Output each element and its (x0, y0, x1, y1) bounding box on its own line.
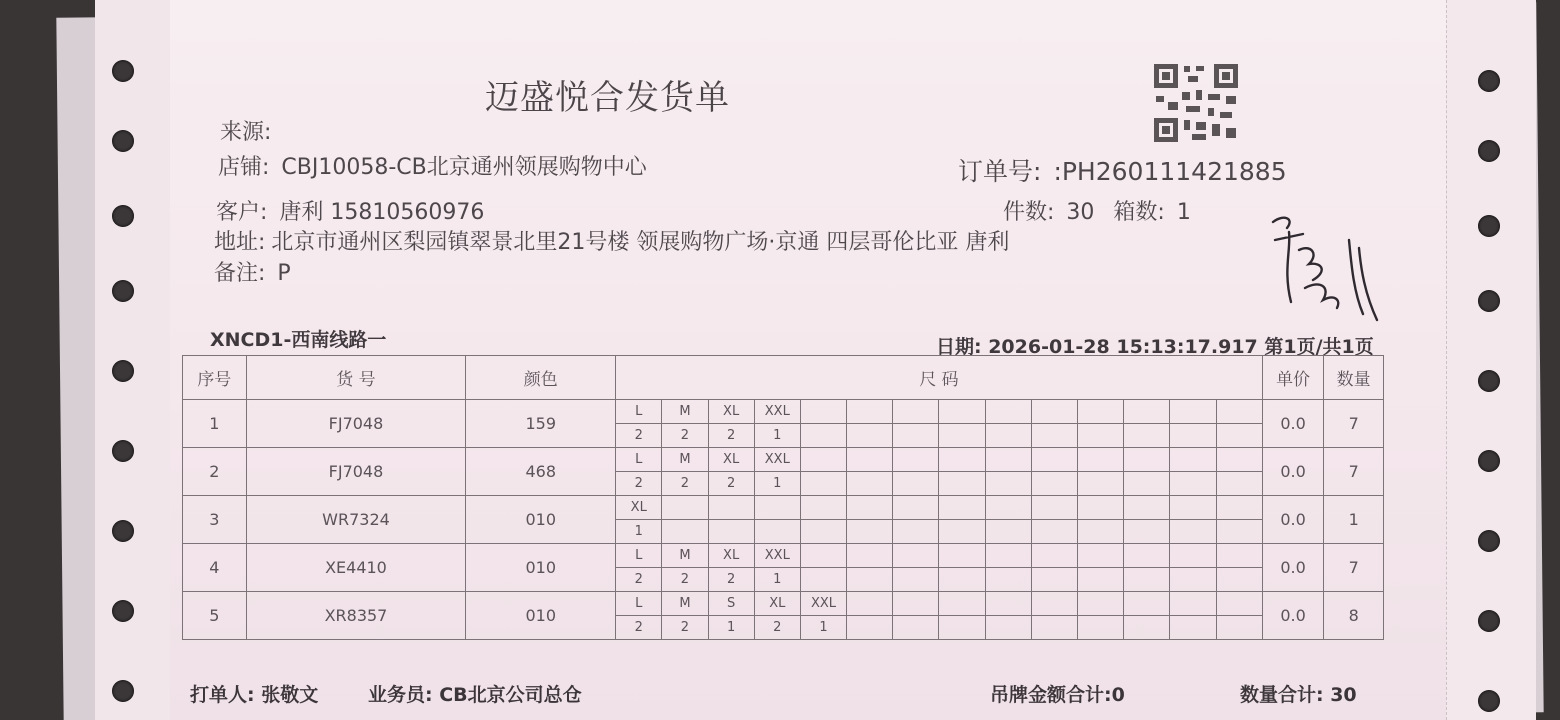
col-price: 单价 (1262, 356, 1324, 400)
feed-hole (1478, 610, 1500, 632)
size-count-cell: 2 (708, 568, 754, 592)
size-count-cell (1078, 616, 1124, 640)
size-label-cell: S (708, 592, 754, 616)
size-count-cell (1124, 424, 1170, 448)
qr-code (1152, 62, 1242, 144)
size-count-cell (1078, 472, 1124, 496)
size-label-cell (985, 400, 1031, 424)
size-count-cell (1170, 616, 1216, 640)
col-size: 尺 码 (616, 356, 1263, 400)
size-count-cell (1031, 616, 1077, 640)
size-label-cell: L (616, 544, 662, 568)
size-label-cell (1216, 448, 1262, 472)
size-count-cell: 1 (754, 568, 800, 592)
size-label-cell: M (662, 544, 708, 568)
row-color: 468 (466, 448, 616, 496)
feed-hole (112, 520, 134, 542)
size-label-cell (847, 544, 893, 568)
size-label-cell (985, 496, 1031, 520)
size-count-cell (1031, 472, 1077, 496)
size-count-cell (985, 568, 1031, 592)
size-count-cell (985, 424, 1031, 448)
size-label-cell (1170, 400, 1216, 424)
size-label-cell (1031, 448, 1077, 472)
row-price: 0.0 (1262, 496, 1324, 544)
size-count-cell (847, 520, 893, 544)
row-color: 010 (466, 496, 616, 544)
left-tractor-strip (95, 0, 175, 720)
tag-amount-total: 吊牌金额合计:0 (990, 684, 1125, 706)
size-count-cell (1078, 520, 1124, 544)
feed-hole (1478, 370, 1500, 392)
size-label-cell (985, 544, 1031, 568)
pieces-value: 30 (1066, 200, 1095, 225)
handwritten-signature (1265, 210, 1385, 325)
size-label-cell: XL (616, 496, 662, 520)
size-label-cell (1078, 544, 1124, 568)
size-count-cell: 2 (616, 424, 662, 448)
size-count-cell (1124, 520, 1170, 544)
size-label-cell (708, 496, 754, 520)
size-label-cell (847, 496, 893, 520)
size-count-cell (893, 616, 939, 640)
size-count-cell (800, 520, 846, 544)
size-count-cell (847, 424, 893, 448)
size-label-cell (1078, 400, 1124, 424)
feed-hole (112, 280, 134, 302)
store-label: 店铺: (218, 155, 270, 180)
row-qty: 7 (1324, 400, 1384, 448)
table-row (183, 448, 1384, 472)
size-count-cell: 1 (754, 424, 800, 448)
size-label-cell: L (616, 400, 662, 424)
feed-hole (1478, 70, 1500, 92)
size-count-cell (1031, 424, 1077, 448)
size-count-cell (939, 616, 985, 640)
size-count-cell (1124, 616, 1170, 640)
feed-hole (112, 440, 134, 462)
col-color: 颜色 (466, 356, 616, 400)
size-label-cell: XL (708, 400, 754, 424)
size-count-cell: 2 (662, 616, 708, 640)
address-value: 北京市通州区梨园镇翠景北里21号楼 领展购物广场·京通 四层哥伦比亚 唐利 (271, 230, 1010, 255)
row-sku: XE4410 (246, 544, 466, 592)
size-label-cell: XL (754, 592, 800, 616)
size-label-cell (1031, 592, 1077, 616)
size-label-cell (1124, 448, 1170, 472)
box-value: 1 (1176, 200, 1191, 225)
feed-hole (112, 360, 134, 382)
size-count-cell (939, 520, 985, 544)
size-label-cell (800, 400, 846, 424)
size-label-cell (985, 592, 1031, 616)
size-count-cell: 2 (662, 568, 708, 592)
size-label-cell (1216, 544, 1262, 568)
size-label-cell: L (616, 448, 662, 472)
date-page-line: 日期: 2026-01-28 15:13:17.917 第1页/共1页 (936, 336, 1374, 358)
col-qty: 数量 (1324, 356, 1384, 400)
size-count-cell (847, 472, 893, 496)
size-count-cell (893, 472, 939, 496)
row-sku: FJ7048 (246, 448, 466, 496)
size-label-cell (1078, 496, 1124, 520)
items-table (182, 355, 1384, 640)
size-count-cell (1216, 616, 1262, 640)
size-count-cell (1170, 520, 1216, 544)
row-qty: 1 (1324, 496, 1384, 544)
size-label-cell (1124, 400, 1170, 424)
size-label-cell (893, 592, 939, 616)
row-seq: 5 (183, 592, 247, 640)
size-label-cell: XL (708, 448, 754, 472)
order-value: :PH260111421885 (1053, 157, 1287, 186)
route-label: XNCD1-西南线路一 (210, 329, 387, 351)
feed-hole (1478, 690, 1500, 712)
size-count-cell (893, 568, 939, 592)
row-seq: 2 (183, 448, 247, 496)
size-count-cell: 2 (662, 472, 708, 496)
feed-hole (1478, 215, 1500, 237)
order-label: 订单号: (958, 157, 1042, 186)
size-count-cell (1124, 472, 1170, 496)
size-count-cell (1170, 424, 1216, 448)
size-count-cell (893, 520, 939, 544)
size-count-cell (662, 520, 708, 544)
size-label-cell (1031, 544, 1077, 568)
row-price: 0.0 (1262, 544, 1324, 592)
size-label-cell: XXL (754, 400, 800, 424)
size-label-cell (1216, 592, 1262, 616)
size-count-cell (939, 472, 985, 496)
size-label-cell (893, 448, 939, 472)
size-count-cell (985, 472, 1031, 496)
size-count-cell: 1 (616, 520, 662, 544)
size-count-cell (1170, 568, 1216, 592)
size-label-cell: XXL (800, 592, 846, 616)
row-color: 159 (466, 400, 616, 448)
size-label-cell (1170, 544, 1216, 568)
row-qty: 7 (1324, 544, 1384, 592)
customer-row (216, 195, 484, 226)
row-qty: 7 (1324, 448, 1384, 496)
size-count-cell: 2 (708, 424, 754, 448)
size-label-cell (662, 496, 708, 520)
size-label-cell (847, 592, 893, 616)
size-count-cell: 1 (754, 472, 800, 496)
size-label-cell: XXL (754, 448, 800, 472)
customer-value: 唐利 15810560976 (279, 200, 485, 225)
salesman-label: 业务员: CB北京公司总仓 (368, 684, 582, 706)
remark-label: 备注: (214, 261, 266, 286)
feed-hole (112, 600, 134, 622)
store-value: CBJ10058-CB北京通州领展购物中心 (281, 155, 647, 180)
row-price: 0.0 (1262, 448, 1324, 496)
col-sku: 货 号 (246, 356, 466, 400)
size-label-cell (939, 544, 985, 568)
size-count-cell (1216, 472, 1262, 496)
size-count-cell: 2 (754, 616, 800, 640)
size-count-cell: 2 (616, 568, 662, 592)
pieces-label: 件数: (1003, 200, 1055, 225)
size-label-cell (754, 496, 800, 520)
remark-row (214, 256, 291, 287)
feed-hole (112, 60, 134, 82)
size-label-cell (939, 496, 985, 520)
feed-hole (1478, 290, 1500, 312)
size-label-cell: M (662, 400, 708, 424)
size-label-cell (1216, 400, 1262, 424)
feed-hole (112, 130, 134, 152)
size-count-cell: 1 (800, 616, 846, 640)
size-label-cell (893, 496, 939, 520)
row-seq: 1 (183, 400, 247, 448)
size-label-cell (1031, 496, 1077, 520)
size-count-cell: 1 (708, 616, 754, 640)
size-label-cell: XL (708, 544, 754, 568)
feed-hole (1478, 530, 1500, 552)
row-price: 0.0 (1262, 592, 1324, 640)
row-sku: WR7324 (246, 496, 466, 544)
remark-value: P (277, 261, 291, 286)
size-count-cell (800, 424, 846, 448)
source-label: 来源: (220, 120, 272, 145)
size-label-cell: XXL (754, 544, 800, 568)
size-count-cell (1031, 520, 1077, 544)
row-seq: 3 (183, 496, 247, 544)
store-row (218, 150, 647, 181)
table-row (183, 496, 1384, 520)
size-label-cell (800, 448, 846, 472)
size-count-cell (985, 520, 1031, 544)
row-color: 010 (466, 544, 616, 592)
size-count-cell (939, 424, 985, 448)
size-label-cell (1170, 592, 1216, 616)
feed-hole (112, 680, 134, 702)
size-count-cell: 2 (616, 616, 662, 640)
size-label-cell (800, 544, 846, 568)
size-count-cell (1216, 520, 1262, 544)
row-qty: 8 (1324, 592, 1384, 640)
row-sku: XR8357 (246, 592, 466, 640)
size-label-cell (1078, 592, 1124, 616)
size-count-cell (708, 520, 754, 544)
size-count-cell (1078, 568, 1124, 592)
size-label-cell (893, 544, 939, 568)
size-label-cell (800, 496, 846, 520)
table-row (183, 592, 1384, 616)
size-label-cell: L (616, 592, 662, 616)
size-label-cell (939, 400, 985, 424)
quantity-total: 数量合计: 30 (1240, 684, 1357, 706)
size-label-cell: M (662, 592, 708, 616)
size-count-cell (847, 616, 893, 640)
size-count-cell: 2 (708, 472, 754, 496)
size-count-cell (893, 424, 939, 448)
size-count-cell (1031, 568, 1077, 592)
pieces-row (1003, 195, 1191, 226)
customer-label: 客户: (216, 200, 268, 225)
size-count-cell (939, 568, 985, 592)
size-label-cell (1124, 544, 1170, 568)
size-count-cell: 2 (616, 472, 662, 496)
size-count-cell (1216, 424, 1262, 448)
source-row (220, 115, 283, 146)
size-label-cell: M (662, 448, 708, 472)
size-label-cell (1078, 448, 1124, 472)
size-count-cell (1078, 424, 1124, 448)
size-label-cell (847, 448, 893, 472)
size-label-cell (939, 448, 985, 472)
box-label: 箱数: (1113, 200, 1165, 225)
size-count-cell (1124, 568, 1170, 592)
row-sku: FJ7048 (246, 400, 466, 448)
feed-hole (1478, 140, 1500, 162)
table-row (183, 400, 1384, 424)
size-label-cell (847, 400, 893, 424)
size-label-cell (1124, 592, 1170, 616)
row-color: 010 (466, 592, 616, 640)
size-count-cell (800, 568, 846, 592)
feed-hole (112, 205, 134, 227)
size-count-cell: 2 (662, 424, 708, 448)
size-count-cell (1170, 472, 1216, 496)
size-count-cell (985, 616, 1031, 640)
row-price: 0.0 (1262, 400, 1324, 448)
size-label-cell (1170, 448, 1216, 472)
size-count-cell (754, 520, 800, 544)
col-seq: 序号 (183, 356, 247, 400)
size-label-cell (1031, 400, 1077, 424)
size-count-cell (847, 568, 893, 592)
size-label-cell (1124, 496, 1170, 520)
printer-label: 打单人: 张敬文 (190, 684, 319, 706)
address-row (214, 225, 1009, 256)
order-row (958, 152, 1287, 188)
size-label-cell (939, 592, 985, 616)
size-count-cell (800, 472, 846, 496)
row-seq: 4 (183, 544, 247, 592)
feed-hole (1478, 450, 1500, 472)
table-row (183, 544, 1384, 568)
size-count-cell (1216, 568, 1262, 592)
size-label-cell (893, 400, 939, 424)
document-title: 迈盛悦合发货单 (485, 78, 730, 118)
size-label-cell (1216, 496, 1262, 520)
size-label-cell (1170, 496, 1216, 520)
size-label-cell (985, 448, 1031, 472)
address-label: 地址: (214, 230, 266, 255)
